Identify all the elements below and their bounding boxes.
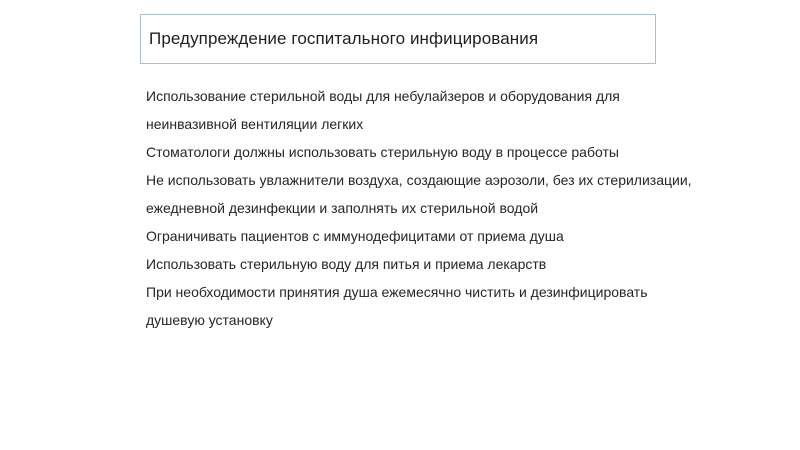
title-box xyxy=(140,14,656,64)
bullet-item xyxy=(124,278,694,334)
bullet-text: Использовать стерильную воду для питья и приема лекарств xyxy=(146,256,547,272)
bullet-item xyxy=(124,222,694,250)
bullet-item xyxy=(124,250,694,278)
slide-title: Предупреждение госпитального инфицирования xyxy=(149,29,539,48)
bullet-text: Ограничивать пациентов с иммунодефицитами от приема душа xyxy=(146,228,564,244)
bullet-item xyxy=(124,166,694,222)
bullet-list xyxy=(124,82,694,334)
bullet-text: Использование стерильной воды для небулайзеров и оборудования для неинвазивной вентиляции легких xyxy=(146,88,620,132)
bullet-text: Стоматологи должны использовать стерильную воду в процессе работы xyxy=(146,144,619,160)
bullet-item xyxy=(124,138,694,166)
bullet-item xyxy=(124,82,694,138)
bullet-text: При необходимости принятия душа ежемесячно чистить и дезинфицировать душевую установку xyxy=(146,284,648,328)
bullet-text: Не использовать увлажнители воздуха, создающие аэрозоли, без их стерилизации, ежедневной дезинфекции и заполнять их стерильной водой xyxy=(146,172,692,216)
